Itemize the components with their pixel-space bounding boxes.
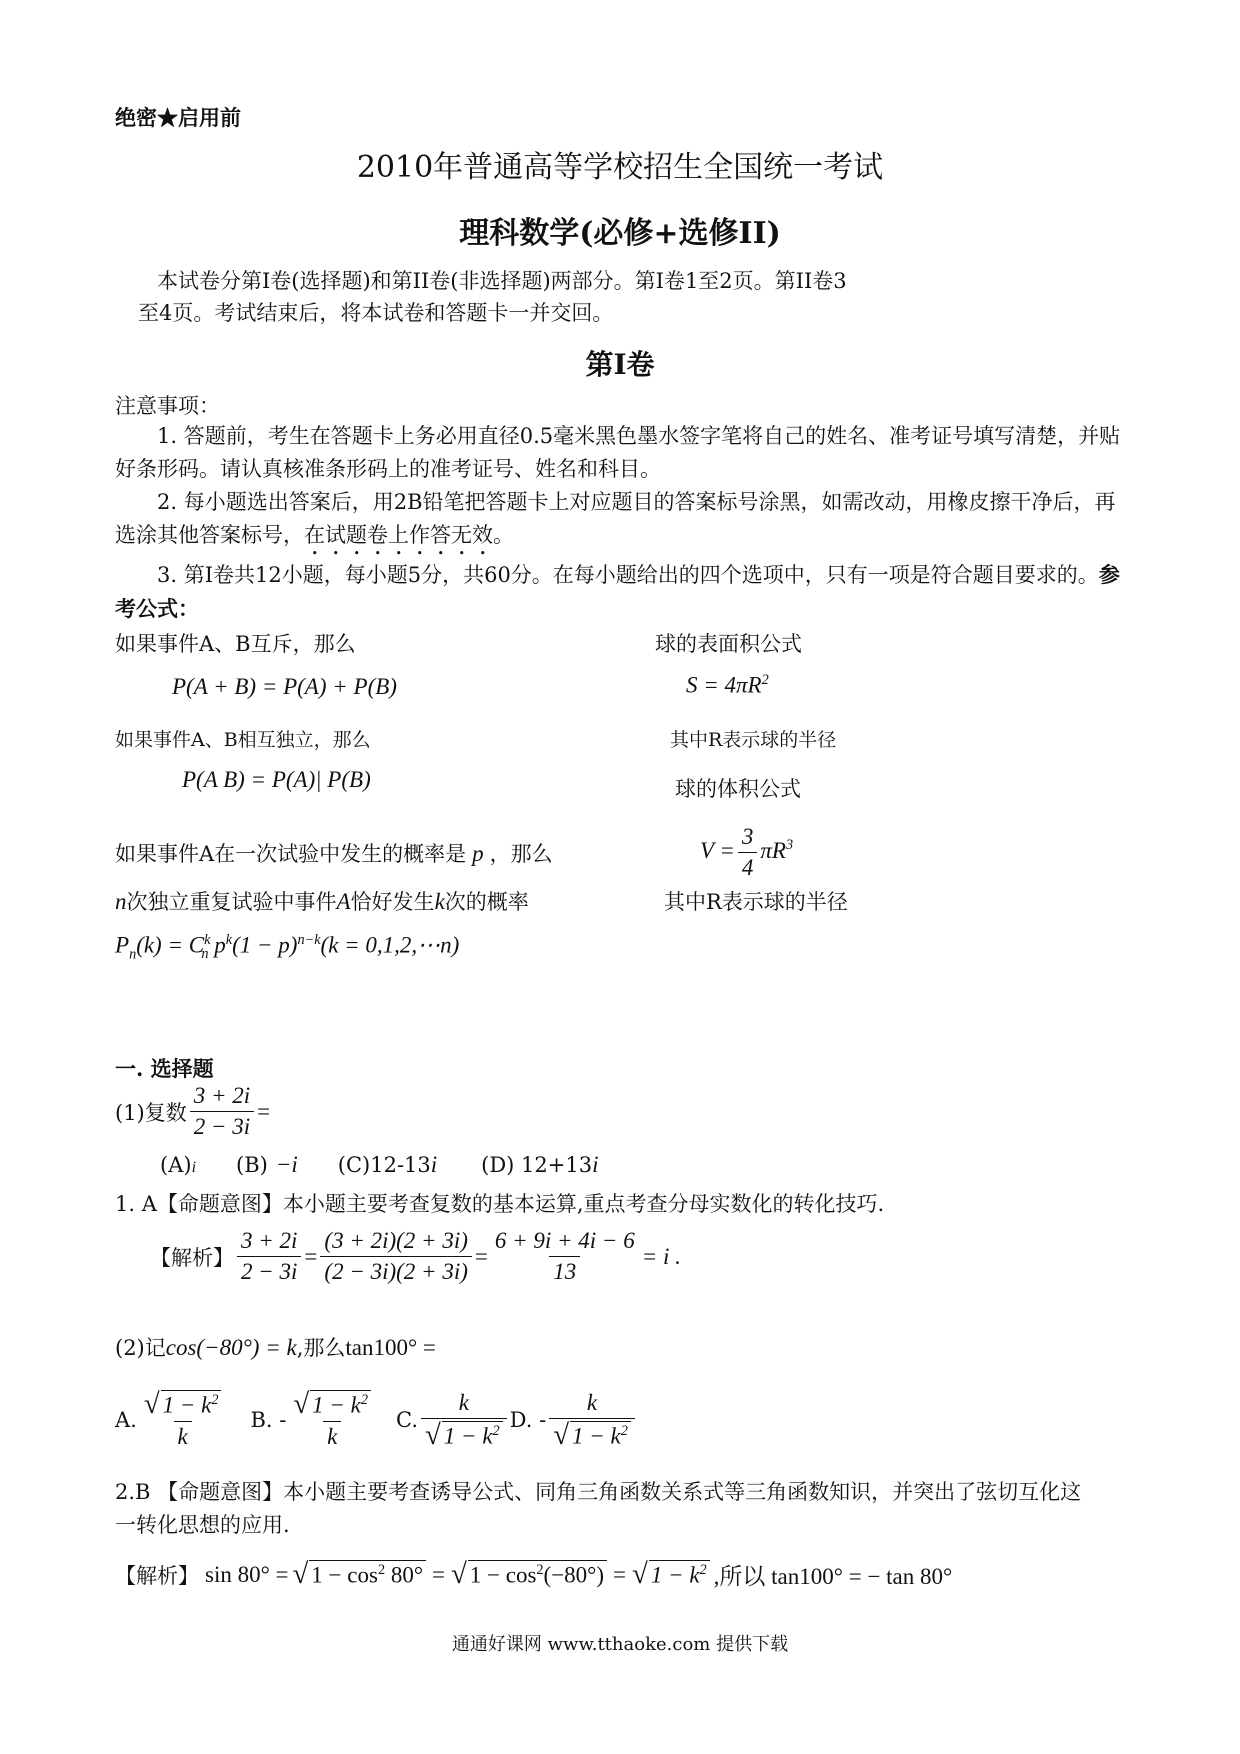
q1-option-c-label: (C)12-13 — [337, 1153, 431, 1177]
formula-independent: P(A B) = P(A)| P(B) — [182, 767, 371, 792]
q2-sol-sin: sin 80° = — [205, 1561, 289, 1587]
q1-label: (1)复数 — [115, 1100, 187, 1125]
n-trials-text-2: 恰好发生 — [350, 890, 435, 914]
q2-answer-line-1: 2.B 【命题意图】本小题主要考查诱导公式、同角三角函数关系式等三角函数知识，并突出了弦切互化这 — [115, 1480, 1082, 1504]
sqrt-d-body: 1 − k — [571, 1423, 621, 1449]
formula-bernoulli-label — [115, 838, 553, 868]
sqrt-d-exp: 2 — [620, 1423, 628, 1439]
q1-eq: = — [257, 1098, 271, 1124]
q2-label-mid: ,那么 — [296, 1336, 346, 1360]
binomial-q: (1 − p) — [232, 932, 298, 958]
q1-den: 2 − 3i — [190, 1111, 254, 1140]
binomial-c: (k) = C — [136, 932, 205, 958]
sqrt-a-body: 1 − k — [162, 1392, 212, 1418]
question-2 — [115, 1332, 436, 1362]
q1-sol-den-3: 13 — [549, 1256, 580, 1285]
binomial-range: (k = 0,1,2,⋯n) — [320, 932, 460, 958]
q2-option-a-label: A. — [115, 1408, 137, 1432]
q2-option-a-frac — [140, 1390, 226, 1450]
q2-sol-root-1: √ $1 - \cos^2 80^\circ$ — [293, 1560, 427, 1589]
binomial-sup-k: k — [204, 932, 211, 948]
radius-note-2: 其中R表示球的半径 — [664, 890, 848, 914]
formula-independent-label: 如果事件A、B相互独立，那么 — [115, 729, 371, 751]
q1-option-a-val: i — [191, 1159, 197, 1176]
q2-sol-label: 【解析】 — [115, 1563, 199, 1588]
q1-analysis-label: 【解析】 — [150, 1245, 234, 1270]
q2-option-d-num: k — [586, 1390, 598, 1415]
radius-note-1: 其中R表示球的半径 — [670, 729, 837, 751]
q2-option-d-frac — [549, 1390, 635, 1450]
notice-item-3-text: 3. 第I卷共12小题，每小题5分，共60分。在每小题给出的四个选项中，只有一项是符合题目要求的。 — [157, 563, 1099, 587]
n-trials-text-3: 次的概率 — [444, 890, 529, 914]
q2-sol-eq-1: = — [432, 1561, 445, 1587]
bernoulli-text-end: ，那么 — [489, 842, 553, 866]
binomial-sub-n2: n — [201, 946, 209, 963]
q2-target: tan100° = — [345, 1335, 436, 1360]
formula-n-trials-label — [115, 886, 529, 916]
binomial-p: P — [115, 932, 130, 958]
q1-sol-num-1: 3 + 2i — [241, 1228, 298, 1253]
sphere-volume-formula — [700, 824, 793, 881]
q2-answer-line-2: 一转化思想的应用. — [115, 1513, 290, 1537]
volume-num: 3 — [741, 824, 754, 849]
q2-sol-root-1-b: 80° — [385, 1562, 424, 1588]
notice-item-2 — [115, 486, 1135, 560]
q1-option-d — [481, 1153, 598, 1177]
q1-option-b — [236, 1153, 298, 1177]
q2-sol-root-1-a: 1 − cos — [311, 1562, 378, 1588]
q1-sol-frac-2 — [320, 1228, 471, 1285]
q1-sol-frac-1 — [237, 1228, 301, 1285]
volume-title: 第I卷 — [585, 348, 655, 381]
q1-option-c-val: i — [430, 1152, 438, 1177]
notice-item-2-end: 。 — [493, 523, 514, 547]
subject-title: 理科数学(必修+选修II) — [459, 216, 781, 251]
volume-den: 4 — [738, 852, 758, 881]
binomial-sub-n: n — [129, 946, 137, 963]
q2-sol-root-1-exp: 2 — [377, 1562, 386, 1579]
q2-sol-root-3: √ $1 - k^2$ — [632, 1560, 710, 1589]
question-1 — [115, 1083, 270, 1140]
q1-fraction — [190, 1083, 254, 1140]
sphere-area-expr: S = 4πR — [686, 672, 762, 698]
sqrt-b-body: 1 − k — [312, 1392, 361, 1418]
q2-solution — [115, 1558, 952, 1591]
notice-item-2-text: 2. 每小题选出答案后，用2B铅笔把答题卡上对应题目的答案标号涂黑，如需改动，用橡皮擦干净后，再选涂其他答案标号， — [115, 490, 1116, 547]
notice-item-1: 1. 答题前，考生在答题卡上务必用直径0.5毫米黑色墨水签字笔将自己的姓名、准考证号填写清楚，并贴好条形码。请认真核准条形码上的准考证号、姓名和科目。 — [115, 424, 1121, 481]
binomial-sup-k2: k — [225, 932, 233, 948]
q1-option-d-val: i — [592, 1152, 599, 1177]
sqrt-c-body: 1 − k — [443, 1423, 493, 1449]
bernoulli-text: 如果事件A在一次试验中发生的概率是 — [115, 842, 467, 866]
q1-option-c — [338, 1153, 437, 1177]
q2-sol-root-3-exp: 2 — [699, 1562, 707, 1579]
sphere-area-formula — [686, 672, 769, 699]
binomial-p2: p — [208, 932, 226, 958]
var-n: n — [115, 889, 127, 914]
notice-item-2-emphasis: 在试题卷上作答无效 — [304, 523, 493, 547]
volume-fraction — [738, 824, 758, 881]
q1-option-d-label: (D) 12+13 — [481, 1153, 593, 1177]
q2-option-a-den: k — [174, 1421, 192, 1450]
sphere-area-label: 球的表面积公式 — [655, 632, 802, 656]
volume-v: V = — [700, 837, 735, 863]
q2-option-b-frac — [289, 1390, 375, 1450]
volume-pr: πR — [760, 837, 786, 863]
q2-option-b-den: k — [323, 1421, 341, 1450]
q2-sol-eq-2: = — [613, 1561, 627, 1587]
q1-option-a-label: (A) — [160, 1153, 192, 1177]
notice-heading: 注意事项： — [115, 394, 220, 418]
q2-sol-root-2-exp: 2 — [536, 1562, 544, 1579]
q1-sol-num-3: 6 + 9i + 4i − 6 — [494, 1228, 635, 1253]
q1-sol-frac-3 — [491, 1228, 639, 1285]
secret-label: 绝密★启用前 — [115, 105, 241, 130]
q2-sol-end: ,所以 tan100° = − tan 80° — [713, 1564, 953, 1589]
formula-label: 参考公式： — [115, 562, 1120, 621]
intro-line-2: 至4页。考试结束后，将本试卷和答题卡一并交回。 — [138, 301, 614, 325]
q1-answer: 1. A【命题意图】本小题主要考查复数的基本运算,重点考查分母实数化的转化技巧. — [115, 1192, 885, 1216]
sqrt-d: √ $1 - k^2$ — [553, 1421, 631, 1450]
q2-condition: cos(−80°) = k — [165, 1335, 297, 1360]
sphere-volume-label: 球的体积公式 — [675, 777, 801, 801]
q1-sol-den-2: (2 − 3i)(2 + 3i) — [320, 1256, 471, 1285]
q1-option-b-label: (B) — [236, 1153, 268, 1177]
q1-sol-num-2: (3 + 2i)(2 + 3i) — [324, 1228, 468, 1253]
notice-item-3 — [115, 558, 1135, 626]
q1-options — [160, 1152, 598, 1178]
q1-num: 3 + 2i — [193, 1083, 251, 1108]
q2-sol-root-2: √ $1 - \cos^2(-80^\circ)$ — [451, 1560, 607, 1589]
sqrt-a: √ $1 - k^2$ — [144, 1390, 222, 1419]
bernoulli-p: p — [472, 841, 484, 866]
formula-binomial — [115, 932, 459, 963]
volume-exp: 3 — [785, 837, 794, 854]
q1-solution: 【解析】 $\frac{3 + 2i}{2 - 3i}$ = $\frac{(3 + 2i)(2 + 3i)}{(2 - 3i)(2 + 3i)}$ = $\frac{6 + 9i + 4i - 6}{13}$ = i . — [150, 1228, 681, 1284]
var-k: k — [434, 889, 445, 914]
q2-option-d-label: D. - — [509, 1408, 547, 1432]
n-trials-text: 次独立重复试验中事件 — [126, 890, 337, 914]
exam-title: 2010年普通高等学校招生全国统一考试 — [356, 150, 884, 185]
sqrt-c: √ $1 - k^2$ — [425, 1421, 503, 1450]
intro-line-1: 本试卷分第I卷(选择题)和第II卷(非选择题)两部分。第I卷1至2页。第II卷3 — [157, 269, 847, 293]
q2-option-c-num: k — [458, 1390, 469, 1415]
section-title: 一. 选择题 — [115, 1056, 214, 1081]
q1-sol-result: = i . — [641, 1243, 681, 1269]
formula-exclusive: P(A + B) = P(A) + P(B) — [172, 674, 397, 699]
formula-exclusive-label: 如果事件A、B互斥，那么 — [115, 632, 356, 656]
q2-label: (2)记 — [115, 1336, 166, 1360]
q2-sol-root-2-b: (−80°) — [543, 1562, 605, 1588]
sqrt-b-exp: 2 — [360, 1392, 369, 1408]
sqrt-a-exp: 2 — [211, 1392, 219, 1408]
sqrt-b: √ $1 - k^2$ — [293, 1390, 371, 1419]
q2-option-c-frac — [421, 1390, 507, 1450]
sqrt-c-exp: 2 — [492, 1423, 500, 1439]
var-a: A — [336, 889, 351, 914]
footer-text: 通通好课网 www.tthaoke.com 提供下载 — [451, 1634, 789, 1655]
q2-option-b-label: B. - — [250, 1408, 287, 1432]
sphere-area-exp: 2 — [761, 672, 769, 688]
q1-option-a — [160, 1153, 196, 1177]
binomial-sup-nk: n−k — [297, 932, 321, 948]
q1-option-b-val: −i — [275, 1152, 298, 1177]
q1-sol-den-1: 2 − 3i — [237, 1256, 301, 1285]
q2-sol-root-2-a: 1 − cos — [469, 1562, 537, 1588]
q2-sol-root-3-a: 1 − k — [650, 1562, 700, 1588]
q2-option-c-label: C. — [396, 1408, 419, 1432]
q2-options — [115, 1390, 638, 1450]
